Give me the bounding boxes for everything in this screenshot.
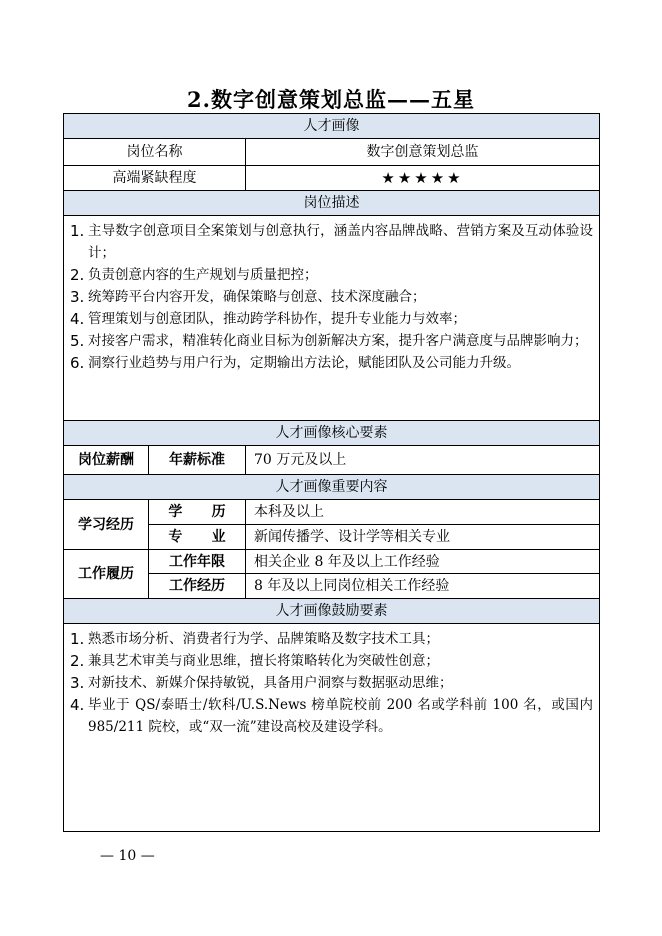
position-name-value: 数字创意策划总监: [246, 139, 600, 166]
list-item: 4. 管理策划与创意团队，推动跨学科协作，提升专业能力与效率；: [70, 310, 466, 328]
section-header-profile: 人才画像: [64, 114, 600, 139]
work-experience-value: 8 年及以上同岗位相关工作经验: [246, 574, 600, 599]
work-experience-label: 工作经历: [149, 574, 246, 599]
page-number: — 10 —: [100, 848, 155, 864]
salary-standard-value: 70 万元及以上: [246, 446, 600, 475]
work-years-value: 相关企业 8 年及以上工作经验: [246, 550, 600, 574]
encourage-list: [70, 628, 593, 738]
section-header-encourage: 人才画像鼓励要素: [64, 599, 600, 624]
list-item: 4. 毕业于 QS/泰晤士/软科/U.S.News 榜单院校前 200 名或学科前 100 名，或国内 985/211 院校，或“双一流”建设高校及建设学科。: [70, 696, 593, 735]
section-header-important: 人才画像重要内容: [64, 475, 600, 500]
degree-value: 本科及以上: [246, 500, 600, 525]
work-years-label: 工作年限: [149, 550, 246, 574]
section-header-core: 人才画像核心要素: [64, 421, 600, 446]
study-group-label: 学习经历: [64, 500, 149, 550]
work-group-label: 工作履历: [64, 550, 149, 599]
salary-group-label: 岗位薪酬: [64, 446, 149, 475]
salary-standard-label: 年薪标准: [149, 446, 246, 475]
major-label: 专 业: [149, 525, 246, 550]
list-item: 3. 统筹跨平台内容开发，确保策略与创意、技术深度融合；: [70, 288, 426, 306]
list-item: 2. 兼具艺术审美与商业思维，擅长将策略转化为突破性创意；: [70, 652, 439, 670]
scarcity-label: 高端紧缺程度: [64, 166, 246, 191]
major-value: 新闻传播学、设计学等相关专业: [246, 525, 600, 550]
list-item: 2. 负责创意内容的生产规划与质量把控；: [70, 266, 318, 284]
list-item: 3. 对新技术、新媒介保持敏锐，具备用户洞察与数据驱动思维；: [70, 674, 453, 692]
description-list-cell: [64, 216, 600, 421]
list-item: 6. 洞察行业趋势与用户行为，定期输出方法论，赋能团队及公司能力升级。: [70, 354, 520, 372]
page-title: 2.数字创意策划总监——五星: [187, 87, 475, 112]
description-list: [70, 220, 593, 374]
list-item: 1. 主导数字创意项目全案策划与创意执行，涵盖内容品牌战略、营销方案及互动体验设计；: [70, 222, 593, 261]
list-item: 1. 熟悉市场分析、消费者行为学、品牌策略及数字技术工具；: [70, 630, 439, 648]
talent-profile-table: [63, 113, 600, 832]
list-item: 5. 对接客户需求，精准转化商业目标为创新解决方案，提升客户满意度与品牌影响力；: [70, 332, 588, 350]
section-header-description: 岗位描述: [64, 191, 600, 216]
degree-label: 学 历: [149, 500, 246, 525]
encourage-list-cell: [64, 624, 600, 832]
position-name-label: 岗位名称: [64, 139, 246, 166]
scarcity-stars: ★★★★★: [246, 166, 600, 191]
